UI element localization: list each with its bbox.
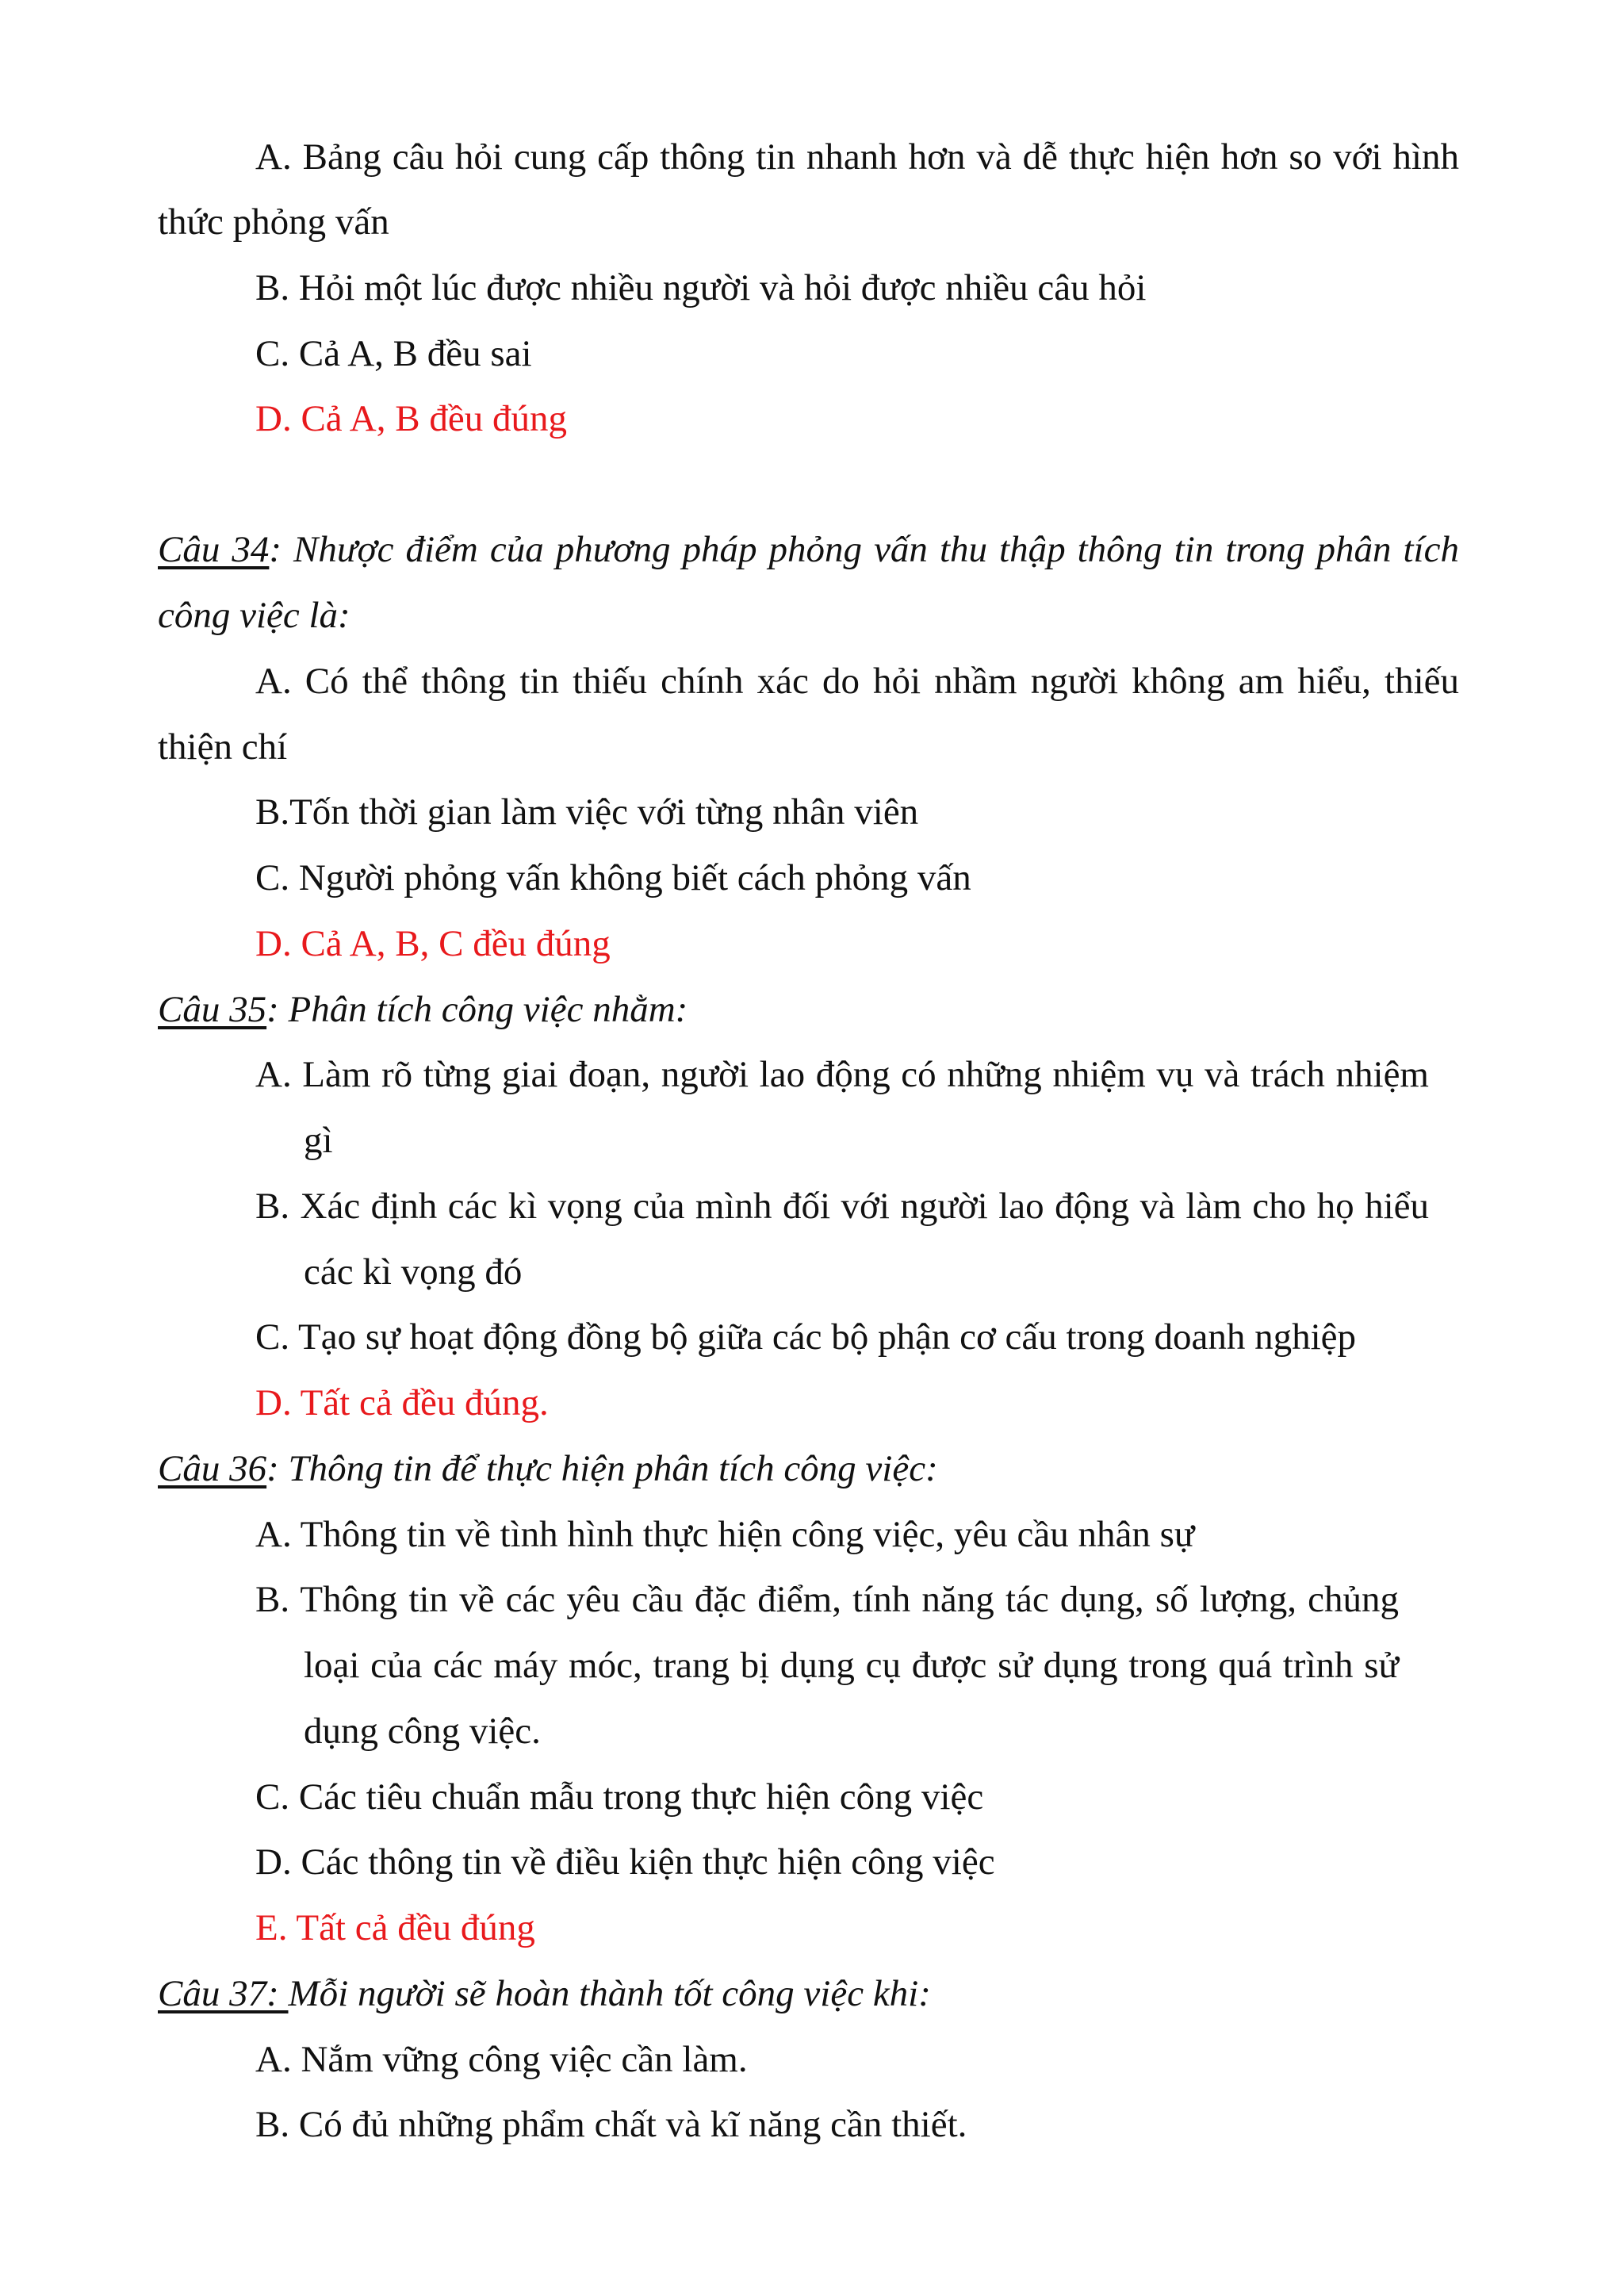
q36-option-b-line3: dụng công việc. bbox=[304, 1711, 541, 1752]
q34-label: Câu 34 bbox=[158, 529, 270, 570]
q36-option-c: C. Các tiêu chuẩn mẫu trong thực hiện công việc bbox=[255, 1776, 984, 1818]
q36-option-d: D. Các thông tin về điều kiện thực hiện công việc bbox=[255, 1841, 995, 1883]
q35-option-a-line1: A. Làm rõ từng giai đoạn, người lao động có những nhiệm vụ và trách nhiệm bbox=[255, 1054, 1429, 1095]
q33-option-b: B. Hỏi một lúc được nhiều người và hỏi được nhiều câu hỏi bbox=[255, 267, 1147, 308]
q33-option-d-correct: D. Cả A, B đều đúng bbox=[255, 398, 567, 439]
q33-option-a-line1: A. Bảng câu hỏi cung cấp thông tin nhanh hơn và dễ thực hiện hơn so với hình bbox=[255, 136, 1459, 178]
q34-title-line2: công việc là: bbox=[158, 595, 350, 636]
q33-option-a-line2: thức phỏng vấn bbox=[158, 201, 389, 243]
q35-option-b-line1: B. Xác định các kì vọng của mình đối với người lao động và làm cho họ hiểu bbox=[255, 1186, 1429, 1227]
q35-option-d-correct: D. Tất cả đều đúng. bbox=[255, 1382, 549, 1423]
q36-option-b-line2: loại của các máy móc, trang bị dụng cụ được sử dụng trong quá trình sử bbox=[304, 1645, 1399, 1686]
q34-option-c: C. Người phỏng vấn không biết cách phỏng vấn bbox=[255, 857, 971, 898]
q34-option-a-line1: A. Có thể thông tin thiếu chính xác do hỏi nhầm người không am hiểu, thiếu bbox=[255, 661, 1459, 702]
q36-title-text: : Thông tin để thực hiện phân tích công việc: bbox=[266, 1448, 938, 1489]
q34-option-b: B.Tốn thời gian làm việc với từng nhân viên bbox=[255, 791, 919, 833]
q36-option-e-correct: E. Tất cả đều đúng bbox=[255, 1907, 535, 1948]
q34-option-d-correct: D. Cả A, B, C đều đúng bbox=[255, 923, 611, 964]
q34-title-line1 bbox=[158, 526, 1459, 573]
q37-title-text: Mỗi người sẽ hoàn thành tốt công việc khi: bbox=[288, 1973, 931, 2014]
q33-option-c: C. Cả A, B đều sai bbox=[255, 333, 532, 374]
q34-option-a-line2: thiện chí bbox=[158, 726, 288, 768]
q35-option-c: C. Tạo sự hoạt động đồng bộ giữa các bộ phận cơ cấu trong doanh nghiệp bbox=[255, 1316, 1357, 1358]
q37-option-b: B. Có đủ những phẩm chất và kĩ năng cần thiết. bbox=[255, 2104, 967, 2145]
q36-title bbox=[158, 1445, 938, 1492]
q37-label: Câu 37: bbox=[158, 1973, 289, 2014]
q35-label: Câu 35 bbox=[158, 989, 267, 1030]
q35-title bbox=[158, 986, 688, 1033]
q35-option-a-line2: gì bbox=[304, 1120, 333, 1161]
q36-option-b-line1: B. Thông tin về các yêu cầu đặc điểm, tính năng tác dụng, số lượng, chủng bbox=[255, 1579, 1399, 1620]
q36-label: Câu 36 bbox=[158, 1448, 267, 1489]
q35-option-b-line2: các kì vọng đó bbox=[304, 1251, 523, 1293]
q37-option-a: A. Nắm vững công việc cần làm. bbox=[255, 2039, 748, 2080]
q36-option-a: A. Thông tin về tình hình thực hiện công việc, yêu cầu nhân sự bbox=[255, 1514, 1195, 1555]
q35-title-text: : Phân tích công việc nhằm: bbox=[266, 989, 688, 1030]
q34-title-text: : Nhược điểm của phương pháp phỏng vấn thu thập thông tin trong phân tích bbox=[269, 529, 1459, 570]
q37-title bbox=[158, 1970, 931, 2017]
